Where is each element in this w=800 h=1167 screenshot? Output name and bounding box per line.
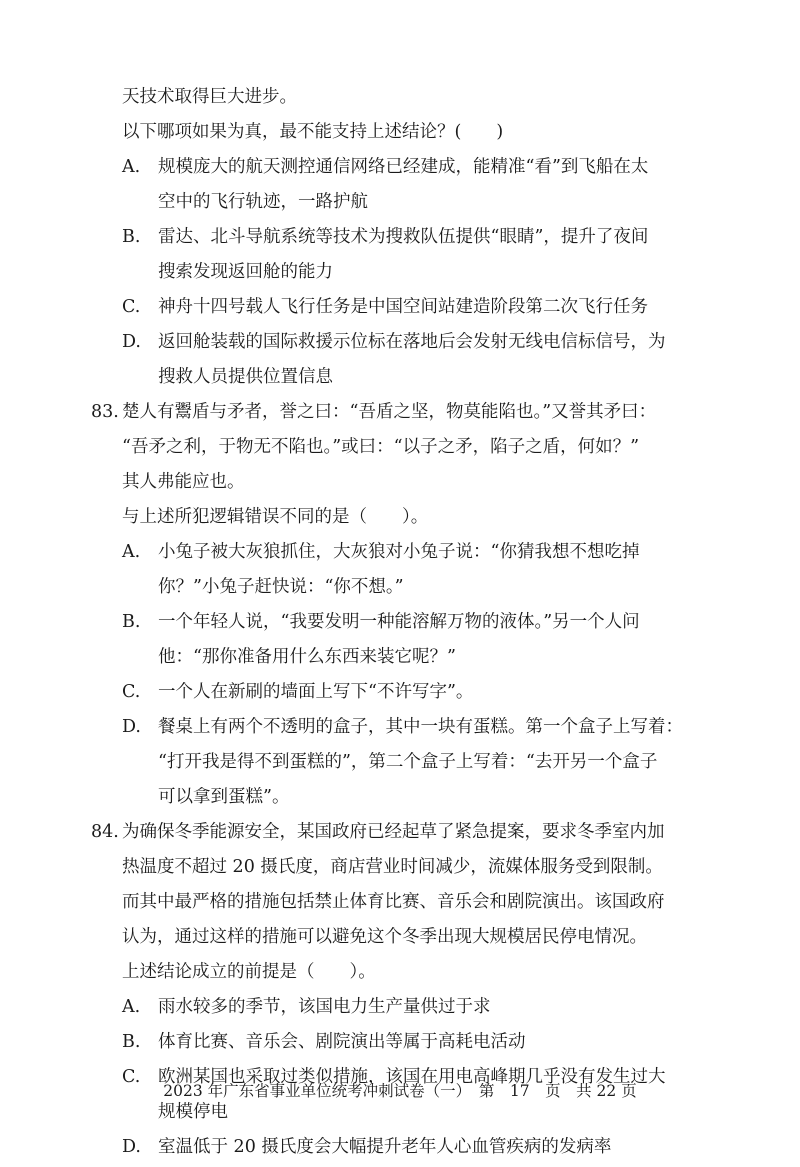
option-text: 雨水较多的季节，该国电力生产量供过于求	[158, 997, 491, 1017]
option-text: 一个人在新刷的墙面上写下“不许写字”。	[158, 682, 474, 702]
option-text: 规模庞大的航天测控通信网络已经建成，能精准“看”到飞船在太	[158, 157, 649, 177]
q82-option-d	[0, 327, 800, 357]
question-number: 84.	[91, 822, 119, 842]
q83-stem-line-1: 楚人有鬻盾与矛者，誉之曰：“吾盾之坚，物莫能陷也。”又誉其矛曰：	[122, 402, 657, 422]
q82-option-a-cont: 空中的飞行轨迹，一路护航	[158, 192, 368, 212]
q84-stem-line-3: 而其中最严格的措施包括禁止体育比赛、音乐会和剧院演出。该国政府	[122, 892, 665, 912]
q83-stem-line-2: “吾矛之利，于物无不陷也。”或曰：“以子之矛，陷子之盾，何如？”	[122, 437, 640, 457]
q84-stem-line-4: 认为，通过这样的措施可以避免这个冬季出现大规模居民停电情况。	[122, 927, 647, 947]
q83-option-a-cont: 你？”小兔子赶快说：“你不想。”	[158, 577, 404, 597]
q83-stem	[0, 397, 800, 427]
option-text: 体育比赛、音乐会、剧院演出等属于高耗电活动	[158, 1032, 526, 1052]
q84-option-d	[0, 1132, 800, 1162]
page-footer: 2023 年广东省事业单位统考冲刺试卷（一） 第 17 页 共 22 页	[163, 1082, 637, 1100]
option-label: B.	[122, 227, 141, 247]
q84-option-a	[0, 992, 800, 1022]
option-label: C.	[122, 297, 141, 317]
option-label: A.	[122, 997, 141, 1017]
q82-stem-continuation: 天技术取得巨大进步。	[122, 87, 297, 107]
option-label: B.	[122, 612, 141, 632]
q83-option-d-cont-1: “打开我是得不到蛋糕的”，第二个盒子上写着：“去开另一个盒子	[158, 752, 658, 772]
q83-option-a	[0, 537, 800, 567]
option-label: D.	[122, 332, 141, 352]
q84-stem-line-1: 为确保冬季能源安全，某国政府已经起草了紧急提案，要求冬季室内加	[122, 822, 665, 842]
question-number: 83.	[91, 402, 119, 422]
option-text: 餐桌上有两个不透明的盒子，其中一块有蛋糕。第一个盒子上写着：	[158, 717, 683, 737]
option-label: C.	[122, 682, 141, 702]
q83-option-b	[0, 607, 800, 637]
option-text: 神舟十四号载人飞行任务是中国空间站建造阶段第二次飞行任务	[158, 297, 648, 317]
option-label: A.	[122, 542, 141, 562]
q82-prompt: 以下哪项如果为真，最不能支持上述结论？( )	[122, 122, 504, 142]
option-text: 室温低于 20 摄氏度会大幅提升老年人心血管疾病的发病率	[158, 1137, 612, 1157]
option-label: C.	[122, 1067, 141, 1087]
q83-option-d-cont-2: 可以拿到蛋糕”。	[158, 787, 290, 807]
q82-option-a	[0, 152, 800, 182]
option-text: 返回舱装载的国际救援示位标在落地后会发射无线电信标信号，为	[158, 332, 666, 352]
q84-option-b	[0, 1027, 800, 1057]
option-text: 小兔子被大灰狼抓住，大灰狼对小兔子说：“你猜我想不想吃掉	[158, 542, 640, 562]
option-label: D.	[122, 1137, 141, 1157]
q84-option-c-cont: 规模停电	[158, 1102, 228, 1122]
q84-prompt: 上述结论成立的前提是（ ）。	[122, 962, 376, 982]
q84-stem	[0, 817, 800, 847]
q83-option-d	[0, 712, 800, 742]
page-content	[0, 82, 800, 1167]
q83-prompt: 与上述所犯逻辑错误不同的是（ ）。	[122, 507, 429, 527]
option-text: 雷达、北斗导航系统等技术为搜救队伍提供“眼睛”，提升了夜间	[158, 227, 649, 247]
option-label: D.	[122, 717, 141, 737]
q82-option-d-cont: 搜救人员提供位置信息	[158, 367, 333, 387]
option-text: 一个年轻人说，“我要发明一种能溶解万物的液体。”另一个人问	[158, 612, 640, 632]
q83-option-c	[0, 677, 800, 707]
option-label: A.	[122, 157, 141, 177]
q84-stem-line-2: 热温度不超过 20 摄氏度，商店营业时间减少，流媒体服务受到限制。	[122, 857, 663, 877]
q83-stem-line-3: 其人弗能应也。	[122, 472, 245, 492]
q82-option-c	[0, 292, 800, 322]
q83-option-b-cont: 他：“那你准备用什么东西来装它呢？”	[158, 647, 456, 667]
q82-option-b-cont: 搜索发现返回舱的能力	[158, 262, 333, 282]
option-text: 欧洲某国也采取过类似措施，该国在用电高峰期几乎没有发生过大	[158, 1067, 666, 1087]
q82-option-b	[0, 222, 800, 252]
option-label: B.	[122, 1032, 141, 1052]
